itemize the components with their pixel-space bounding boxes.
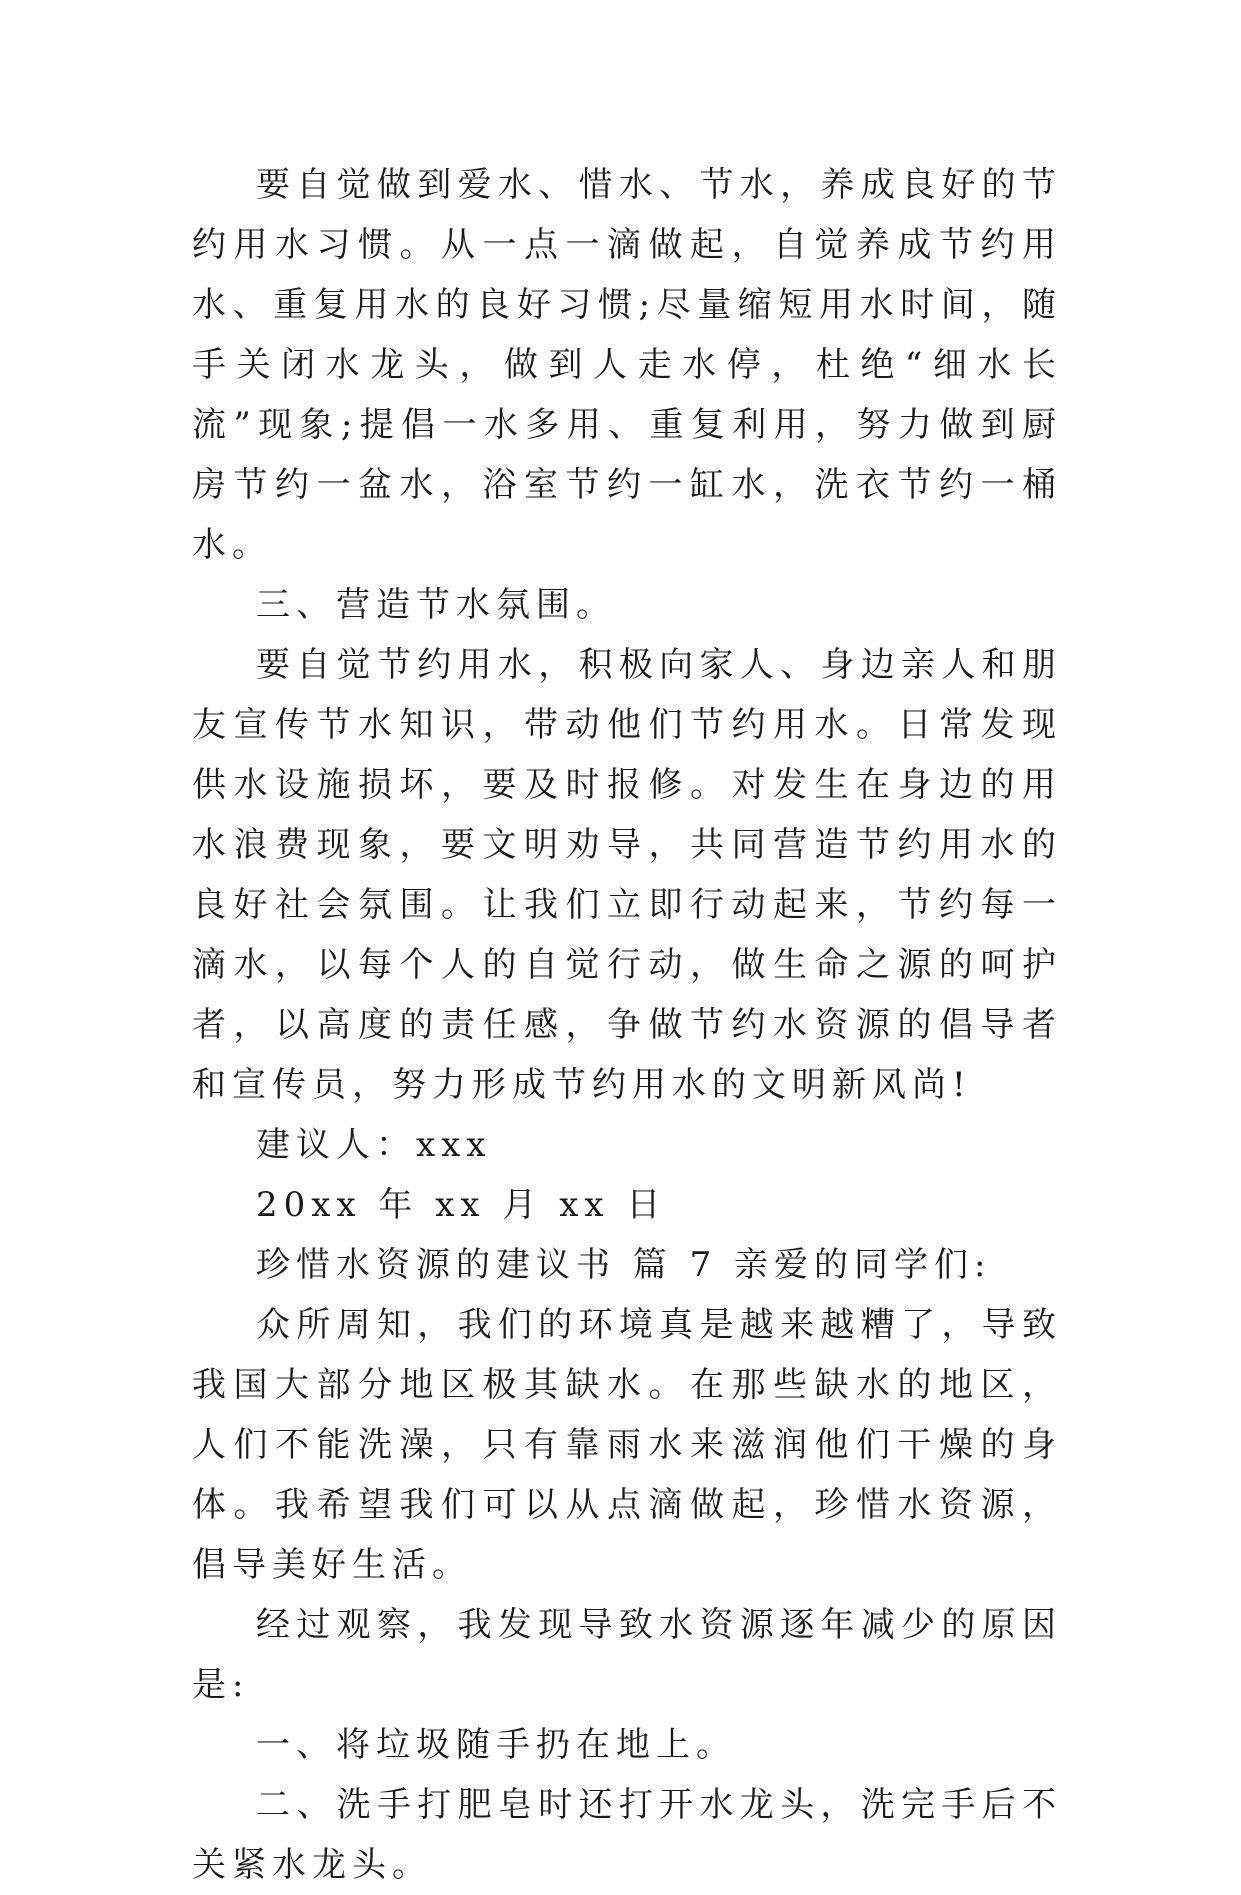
reason-item-2: 二、洗手打肥皂时还打开水龙头，洗完手后不关紧水龙头。 <box>192 1785 1062 1885</box>
reason-item-1: 一、将垃圾随手扔在地上。 <box>256 1725 736 1765</box>
article-7-heading: 珍惜水资源的建议书 篇 7 亲爱的同学们: <box>256 1245 992 1285</box>
paragraph-observation: 经过观察，我发现导致水资源逐年减少的原因是: <box>192 1605 1062 1705</box>
section-heading-3: 三、营造节水氛围。 <box>256 585 616 625</box>
paragraph-water-shortage: 众所周知，我们的环境真是越来越糟了，导致我国大部分地区极其缺水。在那些缺水的地区，人们不能洗澡，只有靠雨水来滋润他们干燥的身体。我希望我们可以从点滴做起，珍惜水资源，倡导美好生活。 <box>192 1305 1062 1585</box>
paragraph-water-saving-atmosphere: 要自觉节约用水，积极向家人、身边亲人和朋友宣传节水知识，带动他们节约用水。日常发现供水设施损坏，要及时报修。对发生在身边的用水浪费现象，要文明劝导，共同营造节约用水的良好社会氛围。让我们立即行动起来，节约每一滴水，以每个人的自觉行动，做生命之源的呵护者，以高度的责任感，争做节约水资源的倡导者和宣传员，努力形成节约用水的文明新风尚! <box>192 645 1062 1105</box>
proposer-line: 建议人：xxx <box>256 1125 492 1165</box>
date-line: 20xx 年 xx 月 xx 日 <box>256 1185 667 1225</box>
document-body <box>192 155 1062 1895</box>
paragraph-water-saving-habits: 要自觉做到爱水、惜水、节水，养成良好的节约用水习惯。从一点一滴做起，自觉养成节约用水、重复用水的良好习惯;尽量缩短用水时间，随手关闭水龙头，做到人走水停，杜绝“细水长流”现象;提倡一水多用、重复利用，努力做到厨房节约一盆水，浴室节约一缸水，洗衣节约一桶水。 <box>192 165 1062 565</box>
